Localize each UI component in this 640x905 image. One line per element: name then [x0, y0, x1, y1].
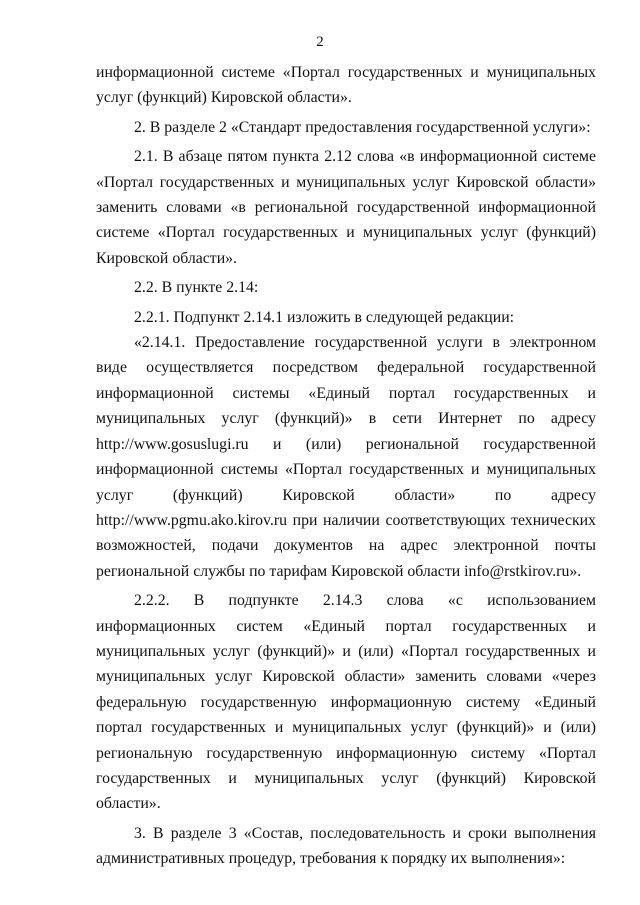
paragraph-section-3: 3. В разделе 3 «Состав, последовательность и сроки выполнения административных процедур, требования к порядку их выполнения»:: [96, 824, 596, 868]
page-number: 2: [316, 34, 324, 50]
paragraph-item-2-14-1: «2.14.1. Предоставление государственной услуги в электронном виде осуществляется посредством федеральной государственной информационной системы «Единый портал государственных и муниципальных услуг (функций)» в сети Интернет по адресу http://www.gosuslugi.ru и (или) региональной государственной информационной системы «Портал государственных и муниципальных услуг (функций) Кировской области» по адресу http://www.pgmu.ako.kirov.ru при наличии соответствующих технических возможностей, подачи документов на адрес электронной почты региональной службы по тарифам Кировской области info@rstkirov.ru».: [96, 334, 596, 580]
paragraph-item-2-2: 2.2. В пункте 2.14:: [134, 279, 259, 297]
document-body: [96, 60, 596, 872]
paragraph-item-2-1: 2.1. В абзаце пятом пункта 2.12 слова «в информационной системе «Портал государственных и муниципальных услуг Кировской области» заменить словами «в региональной государственной информационной системе «Портал государственных и муниципальных услуг (функций) Кировской области».: [96, 148, 596, 267]
paragraph-continuation: информационной системе «Портал государственных и муниципальных услуг (функций) Кировской области».: [96, 64, 596, 107]
paragraph-section-2: 2. В разделе 2 «Стандарт предоставления государственной услуги»:: [134, 118, 591, 136]
paragraph-item-2-2-1: 2.2.1. Подпункт 2.14.1 изложить в следующей редакции:: [134, 308, 515, 326]
paragraph-item-2-2-2: 2.2.2. В подпункте 2.14.3 слова «с использованием информационных систем «Единый портал государственных и муниципальных услуг (функций)» и (или) «Портал государственных и муниципальных услуг Кировской области» заменить словами «через федеральную государственную информационную систему «Единый портал государственных и муниципальных услуг (функций)» и (или) региональную государственную информационную систему «Портал государственных и муниципальных услуг (функций) Кировской области».: [96, 592, 596, 813]
